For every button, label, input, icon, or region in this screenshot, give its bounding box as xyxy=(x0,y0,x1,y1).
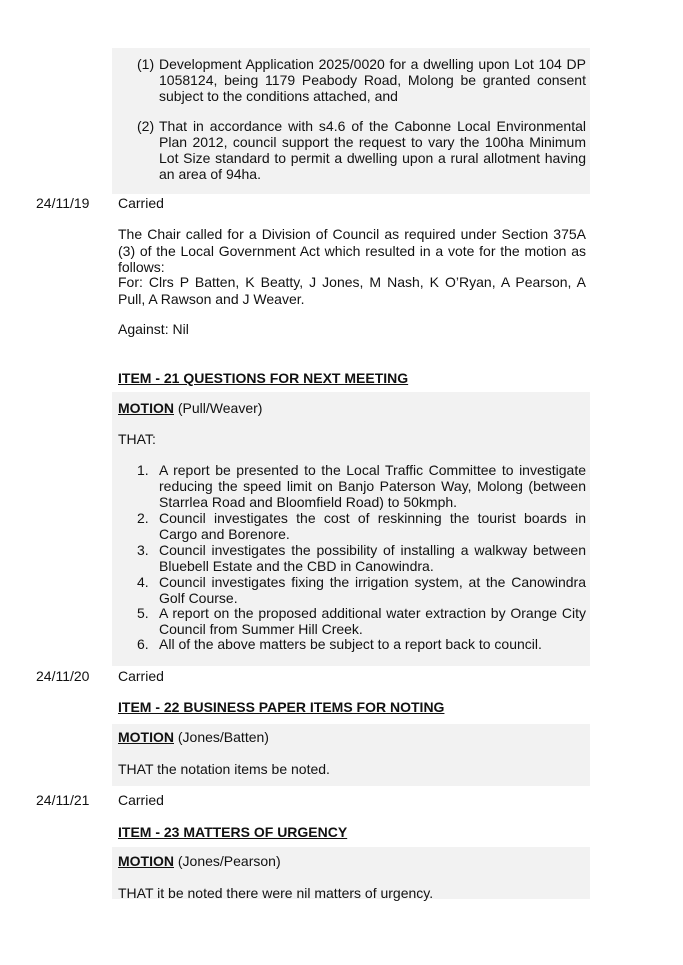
resolution-status: Carried xyxy=(118,668,164,684)
list-item-text: Council investigates fixing the irrigation system, at the Canowindra Golf Course. xyxy=(159,574,586,606)
list-item-text: A report on the proposed additional water extraction by Orange City Council from Summer Hill Creek. xyxy=(159,605,586,637)
resolution-item-number: (1) xyxy=(137,56,155,72)
list-item-number: 3. xyxy=(137,542,149,558)
resolution-status: Carried xyxy=(118,792,164,808)
item-22-heading: ITEM - 22 BUSINESS PAPER ITEMS FOR NOTING xyxy=(118,699,445,715)
motion-label: MOTION xyxy=(118,400,174,416)
division-paragraph: The Chair called for a Division of Council as required under Section 375A (3) of the Local Government Act which resulted in a vote for the motion as follows: xyxy=(118,226,586,275)
list-item-number: 2. xyxy=(137,510,149,526)
motion-movers: (Jones/Pearson) xyxy=(177,853,281,869)
resolution-number: 24/11/20 xyxy=(36,668,90,684)
list-item-text: Council investigates the possibility of installing a walkway between Bluebell Estate and the CBD in Canowindra. xyxy=(159,542,586,574)
item-21-motion xyxy=(118,400,586,417)
list-item-number: 1. xyxy=(137,462,149,478)
votes-against: Against: Nil xyxy=(118,321,189,337)
list-item-text: All of the above matters be subject to a report back to council. xyxy=(159,636,542,652)
motion-movers: (Pull/Weaver) xyxy=(177,400,263,416)
item-23-text: THAT it be noted there were nil matters of urgency. xyxy=(118,885,434,901)
motion-movers: (Jones/Batten) xyxy=(177,729,269,745)
resolution-item-number: (2) xyxy=(137,118,155,134)
item-22-motion xyxy=(118,729,586,746)
resolution-item-text: That in accordance with s4.6 of the Cabonne Local Environmental Plan 2012, council support the request to vary the 100ha Minimum Lot Size standard to permit a dwelling upon a rural allotment having an area of 94ha. xyxy=(159,118,586,182)
resolution-status: Carried xyxy=(118,195,164,211)
item-23-motion xyxy=(118,853,586,870)
votes-for: For: Clrs P Batten, K Beatty, J Jones, M Nash, K O’Ryan, A Pearson, A Pull, A Rawson and J Weaver. xyxy=(118,274,586,307)
item-21-that: THAT: xyxy=(118,431,156,447)
resolution-number: 24/11/21 xyxy=(36,792,90,808)
resolution-item-text: Development Application 2025/0020 for a dwelling upon Lot 104 DP 1058124, being 1179 Peabody Road, Molong be granted consent subject to the conditions attached, and xyxy=(159,56,586,104)
list-item-number: 4. xyxy=(137,574,149,590)
resolution-number: 24/11/19 xyxy=(36,195,90,211)
list-item-text: Council investigates the cost of reskinning the tourist boards in Cargo and Borenore. xyxy=(159,510,586,542)
motion-label: MOTION xyxy=(118,729,174,745)
list-item-text: A report be presented to the Local Traffic Committee to investigate reducing the speed limit on Banjo Paterson Way, Molong (between Starrlea Road and Bloomfield Road) to 50kmph. xyxy=(159,462,586,510)
motion-label: MOTION xyxy=(118,853,174,869)
list-item-number: 5. xyxy=(137,605,149,621)
item-23-heading: ITEM - 23 MATTERS OF URGENCY xyxy=(118,824,348,840)
item-21-heading: ITEM - 21 QUESTIONS FOR NEXT MEETING xyxy=(118,370,409,386)
item-22-text: THAT the notation items be noted. xyxy=(118,761,330,777)
list-item-number: 6. xyxy=(137,636,149,652)
